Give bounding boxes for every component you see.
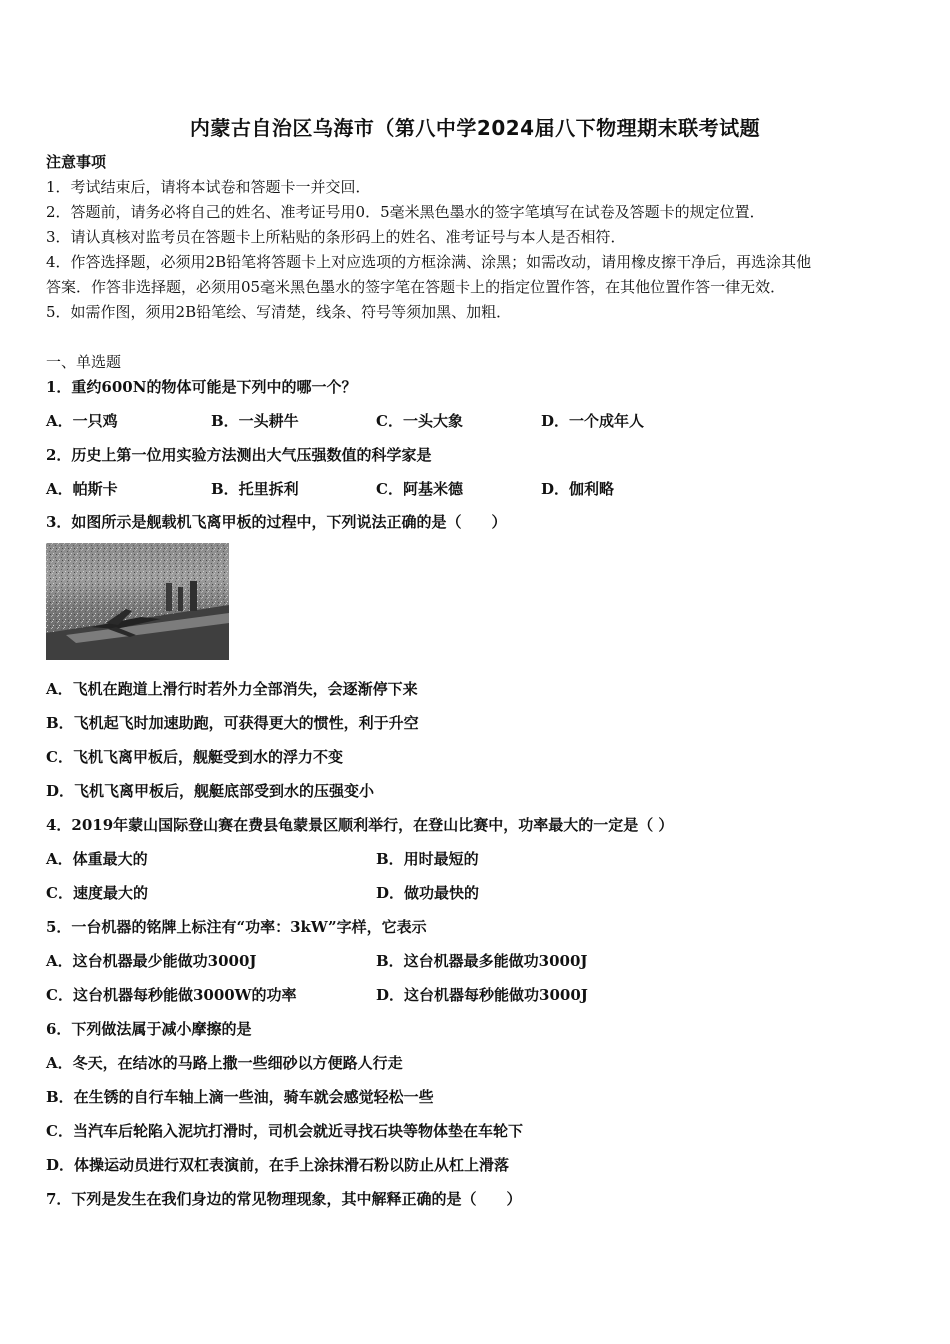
option: B．托里拆利 — [211, 480, 299, 498]
notice-item: 答案．作答非选择题，必须用05毫米黑色墨水的签字笔在答题卡上的指定位置作答，在其他位置作答一律无效． — [46, 278, 786, 296]
notice-heading: 注意事项 — [46, 153, 107, 171]
option: A．帕斯卡 — [46, 480, 118, 498]
notice-item: 5．如需作图，须用2B铅笔绘、写清楚，线条、符号等须加黑、加粗． — [46, 303, 512, 321]
option: B．用时最短的 — [376, 850, 479, 868]
question-stem: 2．历史上第一位用实验方法测出大气压强数值的科学家是 — [46, 446, 432, 464]
option: C．飞机飞离甲板后，舰艇受到水的浮力不变 — [46, 748, 343, 766]
option: C．这台机器每秒能做3000W的功率 — [46, 986, 297, 1004]
page-title: 内蒙古自治区乌海市（第八中学2024届八下物理期末联考试题 — [189, 116, 761, 140]
option: A．飞机在跑道上滑行时若外力全部消失，会逐渐停下来 — [46, 680, 418, 698]
option: C．当汽车后轮陷入泥坑打滑时，司机会就近寻找石块等物体垫在车轮下 — [46, 1122, 523, 1140]
option: B．一头耕牛 — [211, 412, 299, 430]
notice-item: 3．请认真核对监考员在答题卡上所粘贴的条形码上的姓名、准考证号与本人是否相符． — [46, 228, 626, 246]
option: B．在生锈的自行车轴上滴一些油，骑车就会感觉轻松一些 — [46, 1088, 434, 1106]
aircraft-carrier-photo — [46, 543, 229, 660]
option: C．阿基米德 — [376, 480, 463, 498]
question-stem: 6．下列做法属于减小摩擦的是 — [46, 1020, 252, 1038]
option: B．飞机起飞时加速助跑，可获得更大的惯性，利于升空 — [46, 714, 419, 732]
option: D．这台机器每秒能做功3000J — [376, 986, 588, 1004]
option: A．一只鸡 — [46, 412, 118, 430]
option: C．一头大象 — [376, 412, 463, 430]
option: B．这台机器最多能做功3000J — [376, 952, 588, 970]
option: D．体操运动员进行双杠表演前，在手上涂抹滑石粉以防止从杠上滑落 — [46, 1156, 510, 1174]
section-heading: 一、单选题 — [46, 353, 122, 371]
option: A．冬天，在结冰的马路上撒一些细砂以方便路人行走 — [46, 1054, 403, 1072]
option: A．体重最大的 — [46, 850, 148, 868]
question-stem: 7．下列是发生在我们身边的常见物理现象，其中解释正确的是（ ） — [46, 1190, 522, 1208]
option: D．一个成年人 — [541, 412, 645, 430]
question-stem: 4．2019年蒙山国际登山赛在费县龟蒙景区顺利举行，在登山比赛中，功率最大的一定是（ ） — [46, 816, 674, 834]
notice-item: 4．作答选择题，必须用2B铅笔将答题卡上对应选项的方框涂满、涂黑；如需改动，请用橡皮擦干净后，再选涂其他 — [46, 253, 812, 271]
question-stem: 5．一台机器的铭牌上标注有“功率：3kW”字样，它表示 — [46, 918, 427, 936]
question-stem: 3．如图所示是舰载机飞离甲板的过程中，下列说法正确的是（ ） — [46, 513, 507, 531]
notice-item: 2．答题前，请务必将自己的姓名、准考证号用0．5毫米黑色墨水的签字笔填写在试卷及答题卡的规定位置． — [46, 203, 765, 221]
option: D．飞机飞离甲板后，舰艇底部受到水的压强变小 — [46, 782, 375, 800]
option: D．做功最快的 — [376, 884, 480, 902]
notice-item: 1．考试结束后，请将本试卷和答题卡一并交回． — [46, 178, 371, 196]
option: C．速度最大的 — [46, 884, 148, 902]
option: A．这台机器最少能做功3000J — [46, 952, 257, 970]
question-stem: 1．重约600N的物体可能是下列中的哪一个？ — [46, 378, 357, 396]
option: D．伽利略 — [541, 480, 615, 498]
aircraft-carrier-illustration — [46, 543, 229, 660]
